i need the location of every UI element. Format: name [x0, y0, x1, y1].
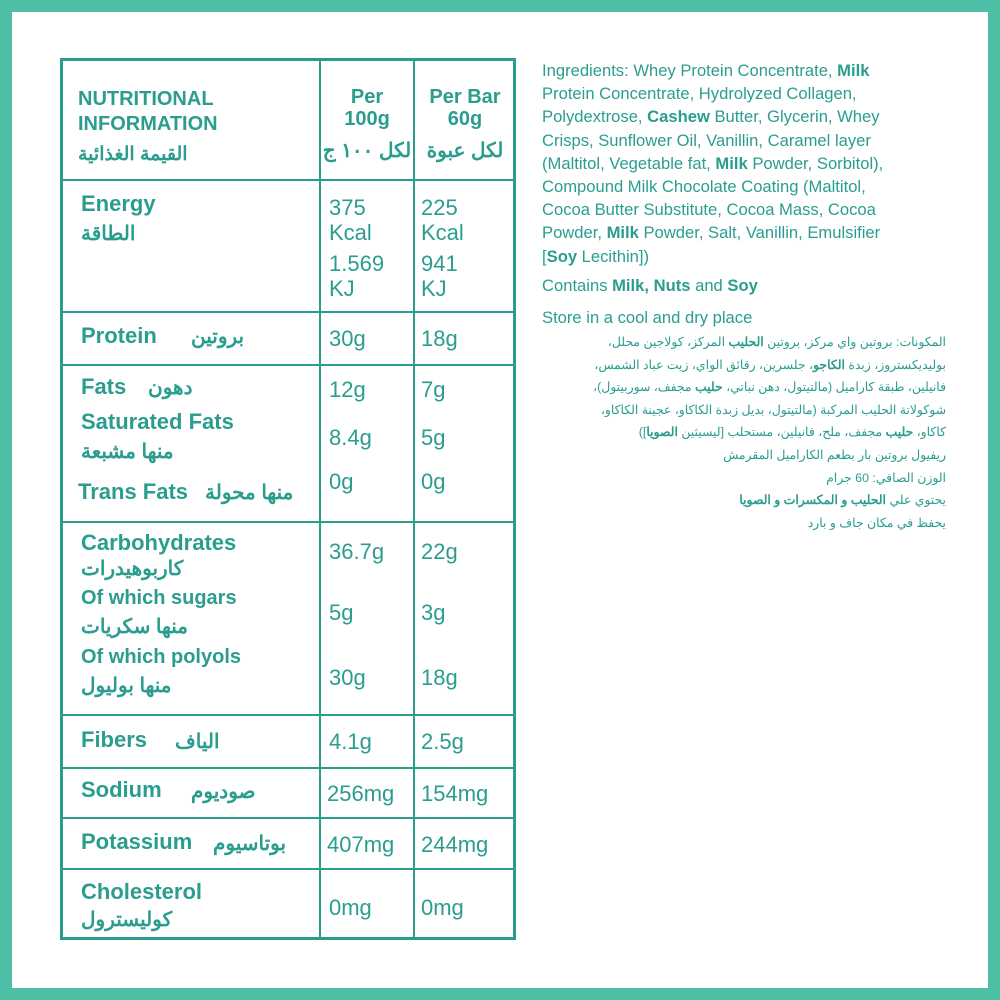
trans-fats-label: Trans Fats [78, 479, 189, 504]
col1-header-arabic: لكل ١٠٠ ج [322, 140, 412, 162]
energy-perbar-kj-unit: KJ [421, 276, 447, 301]
protein-label: Protein [81, 323, 157, 348]
sodium-label: Sodium [81, 777, 162, 802]
saturated-fats-label: Saturated Fats [81, 409, 234, 434]
row-divider [63, 817, 513, 819]
energy-perbar-kj: 941 [421, 251, 458, 276]
saturated-fats-per100: 8.4g [329, 425, 372, 450]
row-divider [63, 364, 513, 366]
column-divider [319, 61, 321, 937]
table-title-line1: NUTRITIONAL [78, 88, 214, 110]
potassium-perbar: 244mg [421, 832, 489, 857]
fats-per100: 12g [329, 377, 366, 402]
table-title-arabic: القيمة الغذائية [78, 144, 188, 165]
carbohydrates-label: Carbohydrates [81, 530, 237, 555]
col1-header-line1: Per [350, 86, 384, 108]
carbohydrates-label-arabic: كاربوهيدرات [81, 558, 184, 580]
sodium-per100: 256mg [327, 781, 395, 806]
sugars-perbar: 3g [421, 600, 446, 625]
col1-header-line2: 100g [344, 108, 390, 130]
col2-header-line2: 60g [447, 108, 483, 130]
carbohydrates-perbar: 22g [421, 539, 458, 564]
nutrition-table [60, 58, 516, 940]
cholesterol-perbar: 0mg [421, 895, 464, 920]
saturated-fats-label-arabic: منها مشبعة [81, 441, 174, 463]
polyols-per100: 30g [329, 665, 366, 690]
energy-per100-kcal-unit: Kcal [329, 220, 372, 245]
potassium-label: Potassium [81, 829, 193, 854]
fibers-label: Fibers [81, 727, 148, 752]
storage-instructions: Store in a cool and dry place [542, 308, 753, 327]
energy-label: Energy [81, 191, 156, 216]
fats-label: Fats [81, 374, 127, 399]
cholesterol-label: Cholesterol [81, 879, 203, 904]
column-divider [413, 61, 415, 937]
row-divider [63, 714, 513, 716]
fibers-per100: 4.1g [329, 729, 372, 754]
energy-perbar-kcal-unit: Kcal [421, 220, 464, 245]
energy-per100-kj: 1.569 [329, 251, 385, 276]
polyols-label: Of which polyols [81, 646, 242, 668]
energy-label-arabic: الطاقة [81, 223, 136, 245]
energy-per100-kcal: 375 [329, 195, 366, 220]
sodium-perbar: 154mg [421, 781, 489, 806]
protein-label-arabic: بروتين [191, 326, 245, 348]
sugars-per100: 5g [329, 600, 354, 625]
saturated-fats-perbar: 5g [421, 425, 446, 450]
ingredients-text: Ingredients: Whey Protein Concentrate, Milk Protein Concentrate, Hydrolyzed Collagen, Polydextrose, Cashew Butter, Glycerin, Whey Crisps, Sunflower Oil, Vanillin, Caramel layer (Maltitol, Vegetable fat, Milk Powder, Sorbitol), Compound Milk Chocolate Coating (Maltitol, Cocoa Butter Substitute, Cocoa Mass, Cocoa Powder, Milk Powder, Salt, Vanillin, Emulsifier [Soy Lecithin]) [542, 61, 884, 266]
potassium-per100: 407mg [327, 832, 395, 857]
protein-perbar: 18g [421, 326, 458, 351]
row-divider [63, 179, 513, 181]
sugars-label: Of which sugars [81, 587, 237, 609]
sugars-label-arabic: منها سكريات [81, 616, 188, 638]
energy-per100-kj-unit: KJ [329, 276, 355, 301]
carbohydrates-per100: 36.7g [329, 539, 385, 564]
fats-perbar: 7g [421, 377, 446, 402]
arabic-ingredients-text: المكونات: بروتين واي مركز، بروتين الحليب المركز، كولاجين محلل، بوليديكستروز، زبدة الكاجو، جلسرين، رقائق الواي، زيت عباد الشمس، فانيلين، طبقة كاراميل (مالتيتول، دهن نباتي، حليب مجفف، سوربيتول)، شوكولاتة الحليب المركبة (مالتيتول، بديل زبدة الكاكاو، عجينة الكاكاو، كاكاو، حليب مجفف، ملح، فانيلين، مستحلب [ليسيثين الصويا]) ريفيول بروتين بار بطعم الكاراميل المقرمش الوزن الصافي: 60 جرام يحتوي علي الحليب و المكسرات و الصويا يحفظ في مكان جاف و بارد [593, 335, 946, 530]
row-divider [63, 311, 513, 313]
row-divider [63, 521, 513, 523]
potassium-label-arabic: بوتاسيوم [213, 833, 287, 855]
row-divider [63, 868, 513, 870]
col2-header-arabic: لكل عبوة [426, 140, 504, 162]
allergen-statement: Contains Milk, Nuts and Soy [542, 276, 758, 295]
fibers-perbar: 2.5g [421, 729, 464, 754]
polyols-label-arabic: منها بوليول [81, 675, 172, 697]
protein-per100: 30g [329, 326, 366, 351]
cholesterol-per100: 0mg [329, 895, 372, 920]
trans-fats-label-arabic: منها محولة [205, 482, 294, 504]
energy-perbar-kcal: 225 [421, 195, 458, 220]
trans-fats-perbar: 0g [421, 469, 446, 494]
table-title-line2: INFORMATION [78, 113, 218, 135]
col2-header-line1: Per Bar [429, 86, 501, 108]
polyols-perbar: 18g [421, 665, 458, 690]
trans-fats-per100: 0g [329, 469, 354, 494]
row-divider [63, 767, 513, 769]
fats-label-arabic: دهون [148, 377, 193, 399]
sodium-label-arabic: صوديوم [191, 781, 256, 803]
fibers-label-arabic: الياف [175, 731, 220, 753]
cholesterol-label-arabic: كوليسترول [81, 909, 173, 931]
